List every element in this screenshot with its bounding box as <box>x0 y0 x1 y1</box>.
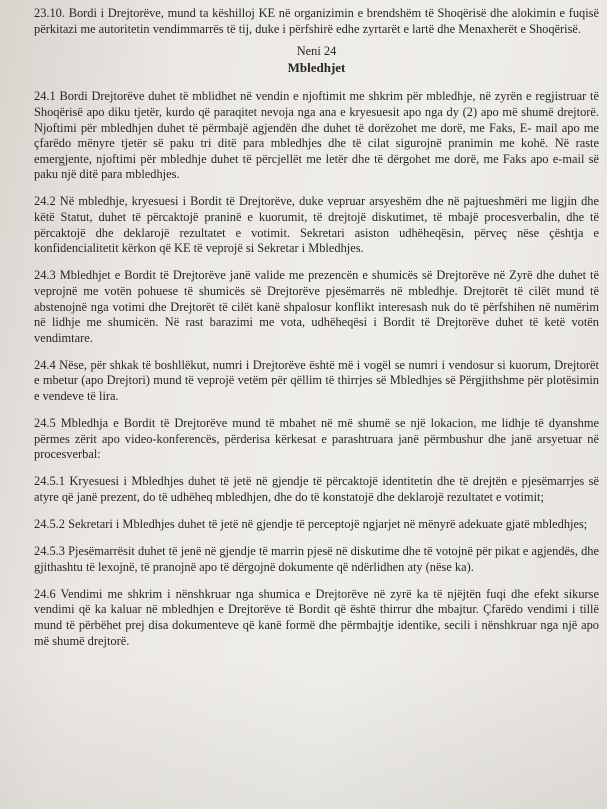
paragraph-24-5-3: 24.5.3 Pjesëmarrësit duhet të jenë në gjendje të marrin pjesë në diskutime dhe të votojnë për pikat e agjendës, dhe gjithashtu të lexojnë, të pranojnë apo të dërgojnë dokumente që ndërlidhen aty (nëse ka). <box>34 544 599 574</box>
paragraph-24-6: 24.6 Vendimi me shkrim i nënshkruar nga shumica e Drejtorëve në zyrë ka të njëjtën fuqi dhe efekt sikurse vendimi që ka kaluar në mbledhjen e Drejtorëve të Bordit që është thirrur dhe mbajtur. Çfarëdo vendimi i tillë mund të përbëhet prej disa dokumenteve që kanë formë dhe përmbajtje identike, secili i nënshkruar nga një apo më shumë drejtorë. <box>34 586 599 648</box>
article-number: Neni 24 <box>296 44 337 59</box>
document-body <box>34 6 599 661</box>
paragraph-24-5: 24.5 Mbledhja e Bordit të Drejtorëve mund të mbahet në më shumë se një lokacion, me lidhje të dyanshme përmes zërit apo video-konferencës, përderisa kërkesat e parashtruara janë përmbushur dhe janë arsyetuar në procesverbal: <box>34 416 599 462</box>
article-title: Mbledhjet <box>287 59 346 75</box>
paragraph-24-3: 24.3 Mbledhjet e Bordit të Drejtorëve janë valide me prezencën e shumicës së Drejtorëve në Zyrë dhe duhet të veprojnë me votën pohuese të shumicës së Drejtorëve pjesëmarrës në mbledhje. Drejtorët të cilët mund të abstenojnë nga votimi dhe Drejtorët të cilët kanë shpalosur konflikt interesash nuk do të përfshihen në numërim në lidhje me shumicën. Në rast barazimi me vota, udhëheqësi i Bordit të Drejtorëve duhet të ketë votën vendimtare. <box>34 268 599 345</box>
paragraph-23-10: 23.10. Bordi i Drejtorëve, mund ta këshilloj KE në organizimin e brendshëm të Shoqërisë dhe alokimin e fuqisë përkitazi me autoritetin vendimmarrës të tij, duke i përfshirë edhe zyrtarët e lartë dhe Menaxherët e Shoqërisë. <box>34 6 599 36</box>
paragraph-24-1: 24.1 Bordi Drejtorëve duhet të mblidhet në vendin e njoftimit me shkrim për mbledhje, në zyrën e regjistruar të Shoqërisë apo diku tjetër, kurdo që paraqitet nevoja nga ana e kryesuesit apo nga dy (2) apo më shumë drejtorë. Njoftimi për mbledhjen duhet të përmbajë agjendën dhe duhet të dorëzohet me dorë, me Faks, E- mail apo me çfarëdo mënyre tjetër së paku tri ditë para mbledhjes dhe të cilat sigurojnë pranimin me kohë. Në raste emergjente, njoftimi për mbledhje duhet të përcjellët me letër dhe të dërgohet me dorë, me Faks apo e-mail së paku një ditë para mbledhjes. <box>34 89 599 182</box>
page-shadow <box>0 659 607 809</box>
paragraph-24-5-1: 24.5.1 Kryesuesi i Mbledhjes duhet të jetë në gjendje të përcaktojë identitetin dhe të drejtën e pjesëmarrjes së atyre që janë prezent, do të udhëheq mbledhjen, dhe do të konstatojë dhe deklarojë rezultatet e votimit; <box>34 474 599 504</box>
paragraph-24-2: 24.2 Në mbledhje, kryesuesi i Bordit të Drejtorëve, duke vepruar arsyeshëm dhe në pajtueshmëri me ligjin dhe këtë Statut, duhet të përcaktojë praninë e kuorumit, të drejtojë diskutimet, të mbajë procesverbalin, dhe të përcaktojë dhe deklarojë rezultatet e votimit. Sekretari asiston udhëheqësin, përveç nëse çështja e konfidencialitetit kërkon që KE të veprojë si Sekretar i Mbledhjes. <box>34 194 599 256</box>
paragraph-24-4: 24.4 Nëse, për shkak të boshllëkut, numri i Drejtorëve është më i vogël se numri i vendosur si kuorum, Drejtorët e mbetur (apo Drejtori) mund të veprojë vetëm për qëllim të thirrjes së Mbledhjes së Përgjithshme për plotësimin e vendeve të lira. <box>34 357 599 403</box>
paragraph-24-5-2: 24.5.2 Sekretari i Mbledhjes duhet të jetë në gjendje të perceptojë ngjarjet në mënyrë adekuate gjatë mbledhjes; <box>34 517 588 532</box>
